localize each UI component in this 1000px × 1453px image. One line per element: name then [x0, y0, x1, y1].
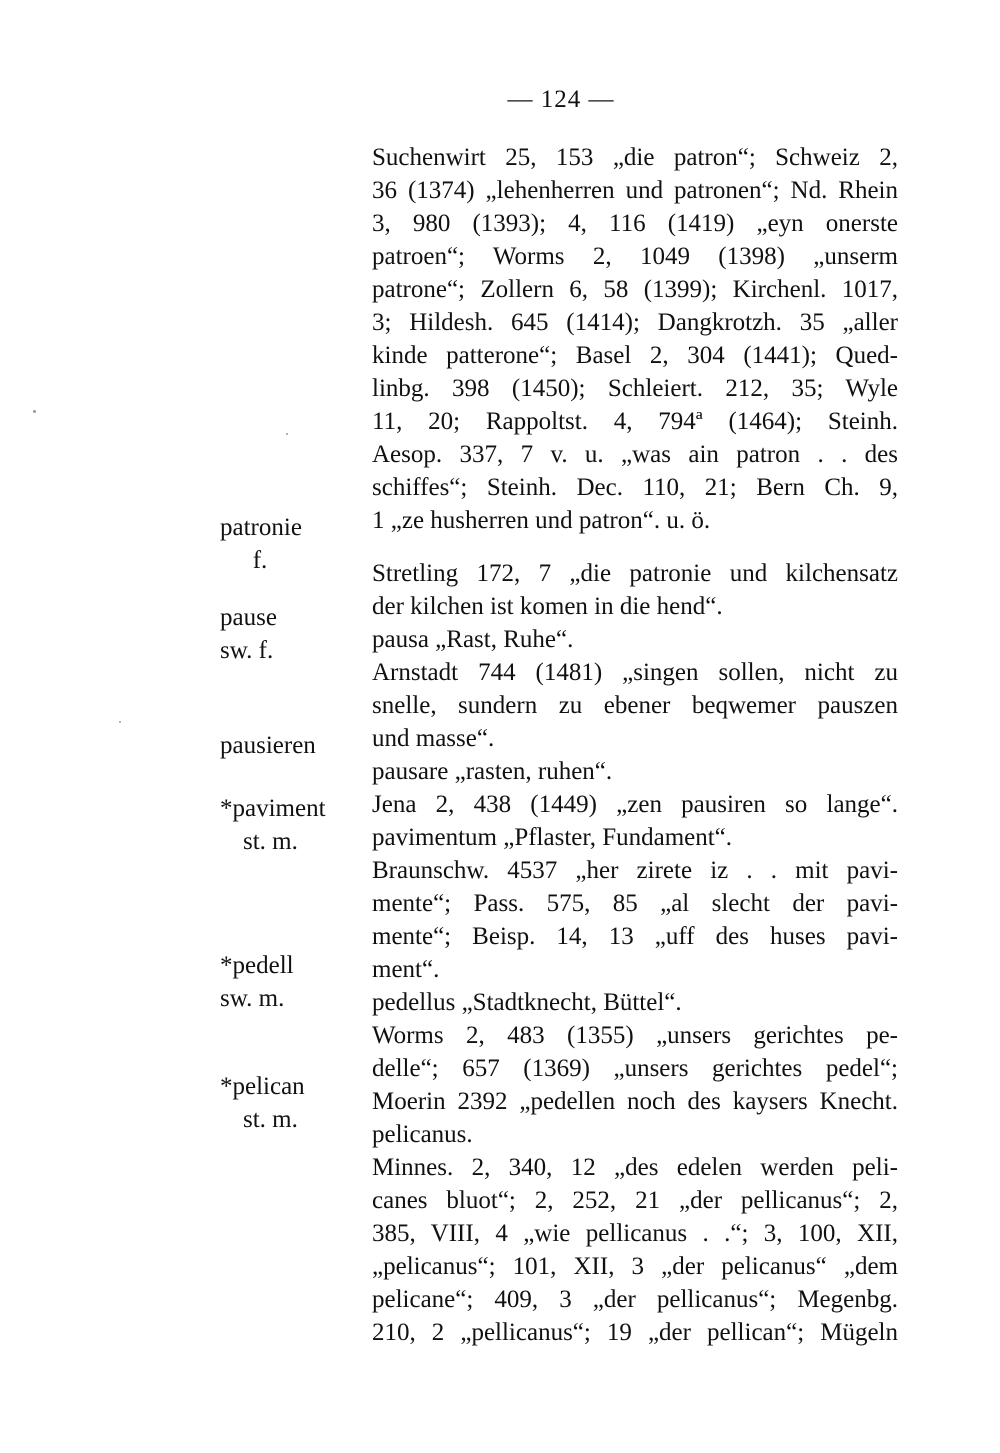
body-line: Jena 2, 438 (1449) „zen pausiren so lange“.	[372, 791, 898, 818]
speck-mark	[286, 433, 288, 435]
page-number: — 124 —	[507, 86, 615, 113]
body-line: und masse“.	[372, 725, 495, 752]
body-line: pedellus „Stadtknecht, Büttel“.	[372, 989, 682, 1016]
headword: pause	[220, 604, 277, 631]
grammar-label: st. m.	[243, 828, 298, 855]
body-line: Stretling 172, 7 „die patronie und kilchensatz	[372, 560, 898, 587]
body-line: 36 (1374) „lehenherren und patronen“; Nd. Rhein	[372, 177, 898, 204]
body-line: Minnes. 2, 340, 12 „des edelen werden peli-	[372, 1154, 898, 1181]
grammar-label: sw. m.	[220, 985, 285, 1012]
body-line: delle“; 657 (1369) „unsers gerichtes pedel“;	[372, 1055, 898, 1082]
body-line: pausa „Rast, Ruhe“.	[372, 626, 574, 653]
grammar-label: f.	[252, 547, 268, 574]
body-line: der kilchen ist komen in die hend“.	[372, 593, 723, 620]
speck-mark	[119, 721, 121, 723]
speck-mark	[33, 410, 36, 413]
body-line: „pelicanus“; 101, XII, 3 „der pelicanus“ „dem	[372, 1253, 898, 1280]
body-line: kinde patterone“; Basel 2, 304 (1441); Qued-	[372, 342, 898, 369]
body-line: mente“; Beisp. 14, 13 „uff des huses pavi-	[372, 923, 898, 950]
body-line: pelicane“; 409, 3 „der pellicanus“; Megenbg.	[372, 1286, 898, 1313]
body-line: 3, 980 (1393); 4, 116 (1419) „eyn onerste	[372, 210, 898, 237]
body-line: pausare „rasten, ruhen“.	[372, 758, 613, 785]
body-line: 385, VIII, 4 „wie pellicanus . .“; 3, 100, XII,	[372, 1220, 898, 1247]
body-line: 1 „ze husherren und patron“. u. ö.	[372, 507, 711, 534]
body-line: patroen“; Worms 2, 1049 (1398) „unserm	[372, 243, 898, 270]
body-line: Moerin 2392 „pedellen noch des kaysers Knecht.	[372, 1088, 898, 1115]
body-line: snelle, sundern zu ebener beqwemer pauszen	[372, 692, 898, 719]
body-line: Braunschw. 4537 „her zirete iz . . mit pavi-	[372, 857, 898, 884]
headword: patronie	[220, 514, 302, 541]
body-line: Suchenwirt 25, 153 „die patron“; Schweiz 2,	[372, 144, 898, 171]
body-line: Arnstadt 744 (1481) „singen sollen, nicht zu	[372, 659, 898, 686]
body-line: pelicanus.	[372, 1121, 473, 1148]
body-line: 11, 20; Rappoltst. 4, 794ª (1464); Steinh.	[372, 408, 898, 435]
headword: *pedell	[220, 952, 294, 979]
grammar-label: sw. f.	[220, 637, 274, 664]
body-line: ment“.	[372, 956, 440, 983]
body-line: canes bluot“; 2, 252, 21 „der pellicanus“; 2,	[372, 1187, 898, 1214]
grammar-label: st. m.	[243, 1106, 298, 1133]
body-line: 3; Hildesh. 645 (1414); Dangkrotzh. 35 „aller	[372, 309, 898, 336]
body-line: patrone“; Zollern 6, 58 (1399); Kirchenl. 1017,	[372, 276, 898, 303]
body-line: schiffes“; Steinh. Dec. 110, 21; Bern Ch. 9,	[372, 474, 898, 501]
body-line: 210, 2 „pellicanus“; 19 „der pellican“; Mügeln	[372, 1319, 898, 1346]
body-line: Worms 2, 483 (1355) „unsers gerichtes pe-	[372, 1022, 898, 1049]
body-line: Aesop. 337, 7 v. u. „was ain patron . . des	[372, 441, 898, 468]
body-line: mente“; Pass. 575, 85 „al slecht der pavi-	[372, 890, 898, 917]
headword: *pelican	[220, 1073, 305, 1100]
headword: pausieren	[220, 732, 316, 759]
body-line: linbg. 398 (1450); Schleiert. 212, 35; Wyle	[372, 375, 898, 402]
headword: *paviment	[220, 795, 326, 822]
body-line: pavimentum „Pflaster, Fundament“.	[372, 824, 733, 851]
